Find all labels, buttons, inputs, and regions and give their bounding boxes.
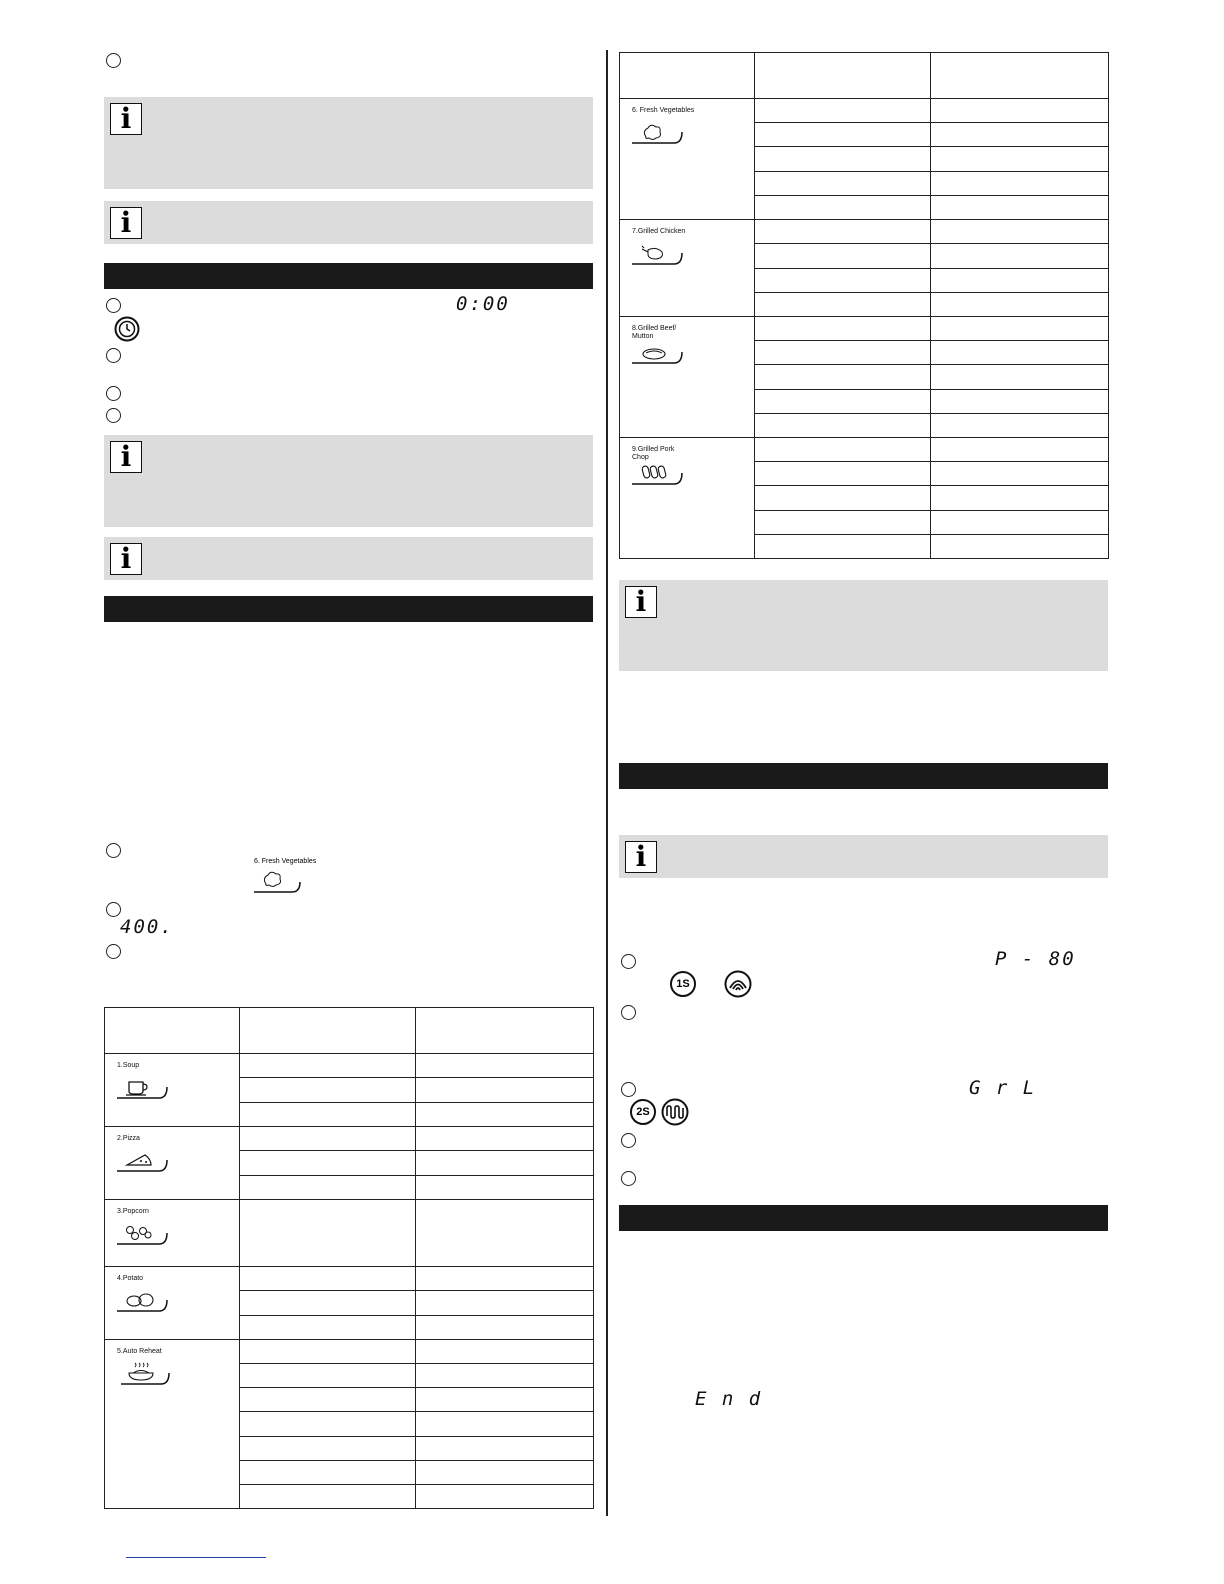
table-cell <box>931 510 1109 534</box>
table-cell <box>239 1460 416 1484</box>
step-circle <box>621 1133 636 1148</box>
steak-icon <box>630 339 684 367</box>
table-cell <box>416 1436 594 1460</box>
table-cell <box>931 317 1109 341</box>
step-circle <box>106 944 121 959</box>
microwave-waves-icon <box>724 970 752 998</box>
two-stage-button <box>630 1099 656 1125</box>
header-cell <box>931 53 1109 99</box>
menu-cell-pizza <box>105 1127 240 1200</box>
table-cell <box>416 1315 594 1339</box>
table-cell <box>239 1291 416 1315</box>
table-cell <box>754 292 931 316</box>
grill-element-icon <box>661 1098 689 1126</box>
auto-cook-table-left <box>104 1007 594 1509</box>
step-circle <box>106 843 121 858</box>
reheat-dish-icon <box>115 1360 173 1388</box>
table-cell <box>754 462 931 486</box>
info-note <box>104 97 593 189</box>
menu-cell-popcorn <box>105 1200 240 1267</box>
table-cell <box>416 1388 594 1412</box>
table-cell <box>416 1127 594 1151</box>
power-display-readout: P - 80 <box>995 948 1076 970</box>
table-cell <box>754 147 931 171</box>
fresh-vegetables-button <box>252 858 317 894</box>
header-cell <box>620 53 755 99</box>
menu-cell-grilled-pork-chop <box>620 438 755 559</box>
table-cell <box>754 534 931 558</box>
table-cell <box>931 389 1109 413</box>
table-cell <box>754 244 931 268</box>
table-cell <box>754 438 931 462</box>
step-circle <box>106 298 121 313</box>
vegetables-icon <box>252 866 304 894</box>
info-icon: i <box>110 543 142 575</box>
menu-cell-fresh-vegetables <box>620 99 755 220</box>
info-icon: i <box>625 586 657 618</box>
table-cell <box>239 1102 416 1126</box>
table-cell <box>931 244 1109 268</box>
menu-label: 7.Grilled Chicken <box>632 228 686 235</box>
table-cell <box>754 268 931 292</box>
header-cell <box>105 1008 240 1054</box>
table-cell <box>239 1412 416 1436</box>
step-circle <box>106 408 121 423</box>
column-divider <box>606 50 608 1516</box>
header-cell <box>239 1008 416 1054</box>
menu-label: 5.Auto Reheat <box>117 1348 162 1355</box>
clock-display-readout: 0:00 <box>456 293 510 315</box>
table-cell <box>416 1151 594 1175</box>
info-note <box>104 537 593 580</box>
table-cell <box>931 171 1109 195</box>
weight-display-readout: 400. <box>120 916 174 938</box>
table-cell <box>416 1340 594 1364</box>
menu-label: 9.Grilled Pork Chop <box>632 446 675 461</box>
section-header-bar <box>619 763 1108 789</box>
table-cell <box>239 1054 416 1078</box>
menu-label: 6. Fresh Vegetables <box>632 107 695 114</box>
table-cell <box>416 1175 594 1199</box>
table-cell <box>239 1340 416 1364</box>
table-cell <box>931 365 1109 389</box>
table-cell <box>754 365 931 389</box>
table-cell <box>931 123 1109 147</box>
one-stage-button <box>670 971 696 997</box>
table-cell <box>754 195 931 219</box>
table-cell <box>931 268 1109 292</box>
table-cell <box>754 413 931 437</box>
one-stage-label: 1S <box>676 978 690 990</box>
table-cell <box>931 438 1109 462</box>
table-cell <box>239 1175 416 1199</box>
table-cell <box>754 99 931 123</box>
info-icon: i <box>110 441 142 473</box>
table-cell <box>754 510 931 534</box>
table-cell <box>754 123 931 147</box>
popcorn-icon <box>115 1220 169 1248</box>
menu-cell-grilled-beef <box>620 317 755 438</box>
table-cell <box>416 1291 594 1315</box>
table-cell <box>931 220 1109 244</box>
section-header-bar <box>619 1205 1108 1231</box>
step-circle <box>106 902 121 917</box>
end-display-readout: E n d <box>695 1388 763 1410</box>
step-circle <box>106 348 121 363</box>
step-circle <box>621 1082 636 1097</box>
table-cell <box>416 1412 594 1436</box>
table-cell <box>754 317 931 341</box>
table-cell <box>931 486 1109 510</box>
section-header-bar <box>104 263 593 289</box>
table-cell <box>754 389 931 413</box>
info-icon: i <box>110 103 142 135</box>
table-cell <box>754 171 931 195</box>
table-cell <box>416 1102 594 1126</box>
table-cell <box>931 534 1109 558</box>
soup-cup-icon <box>115 1074 169 1102</box>
table-cell <box>239 1078 416 1102</box>
table-cell <box>239 1127 416 1151</box>
footer-link-underline <box>126 1557 266 1558</box>
pork-chop-icon <box>630 460 684 488</box>
info-icon: i <box>625 841 657 873</box>
table-cell <box>931 99 1109 123</box>
table-cell <box>416 1484 594 1508</box>
menu-label: 4.Potato <box>117 1275 144 1282</box>
table-cell <box>931 147 1109 171</box>
table-cell <box>239 1484 416 1508</box>
vegetables-icon <box>630 119 684 147</box>
table-cell <box>416 1460 594 1484</box>
menu-cell-auto-reheat <box>105 1340 240 1509</box>
chicken-icon <box>630 240 684 268</box>
step-circle <box>106 53 121 68</box>
auto-cook-table-right <box>619 52 1109 559</box>
table-cell <box>416 1054 594 1078</box>
table-cell <box>416 1200 594 1267</box>
table-cell <box>239 1388 416 1412</box>
step-circle <box>621 1005 636 1020</box>
section-header-bar <box>104 596 593 622</box>
table-cell <box>754 486 931 510</box>
table-cell <box>931 341 1109 365</box>
table-cell <box>239 1151 416 1175</box>
table-cell <box>931 462 1109 486</box>
pizza-slice-icon <box>115 1147 169 1175</box>
table-cell <box>239 1200 416 1267</box>
menu-label: 8.Grilled Beef/ Mutton <box>632 325 677 340</box>
menu-cell-soup <box>105 1054 240 1127</box>
table-cell <box>239 1315 416 1339</box>
grill-display-readout: G r L <box>969 1077 1037 1099</box>
info-icon: i <box>110 207 142 239</box>
menu-cell-grilled-chicken <box>620 220 755 317</box>
table-cell <box>239 1436 416 1460</box>
table-cell <box>754 220 931 244</box>
fresh-vegetables-label: 6. Fresh Vegetables <box>254 858 317 865</box>
table-cell <box>416 1078 594 1102</box>
two-stage-label: 2S <box>636 1106 650 1118</box>
step-circle <box>106 386 121 401</box>
clock-button-icon <box>114 316 140 342</box>
info-note <box>619 835 1108 878</box>
table-cell <box>239 1267 416 1291</box>
step-circle <box>621 1171 636 1186</box>
table-cell <box>416 1267 594 1291</box>
menu-label: 3.Popcorn <box>117 1208 149 1215</box>
table-cell <box>931 292 1109 316</box>
info-note <box>619 580 1108 671</box>
table-cell <box>416 1364 594 1388</box>
menu-label: 1.Soup <box>117 1062 140 1069</box>
table-cell <box>239 1364 416 1388</box>
step-circle <box>621 954 636 969</box>
table-cell <box>931 195 1109 219</box>
header-cell <box>416 1008 594 1054</box>
header-cell <box>754 53 931 99</box>
info-note <box>104 435 593 527</box>
table-cell <box>931 413 1109 437</box>
table-cell <box>754 341 931 365</box>
menu-label: 2.Pizza <box>117 1135 140 1142</box>
info-note <box>104 201 593 244</box>
menu-cell-potato <box>105 1267 240 1340</box>
potato-icon <box>115 1287 169 1315</box>
